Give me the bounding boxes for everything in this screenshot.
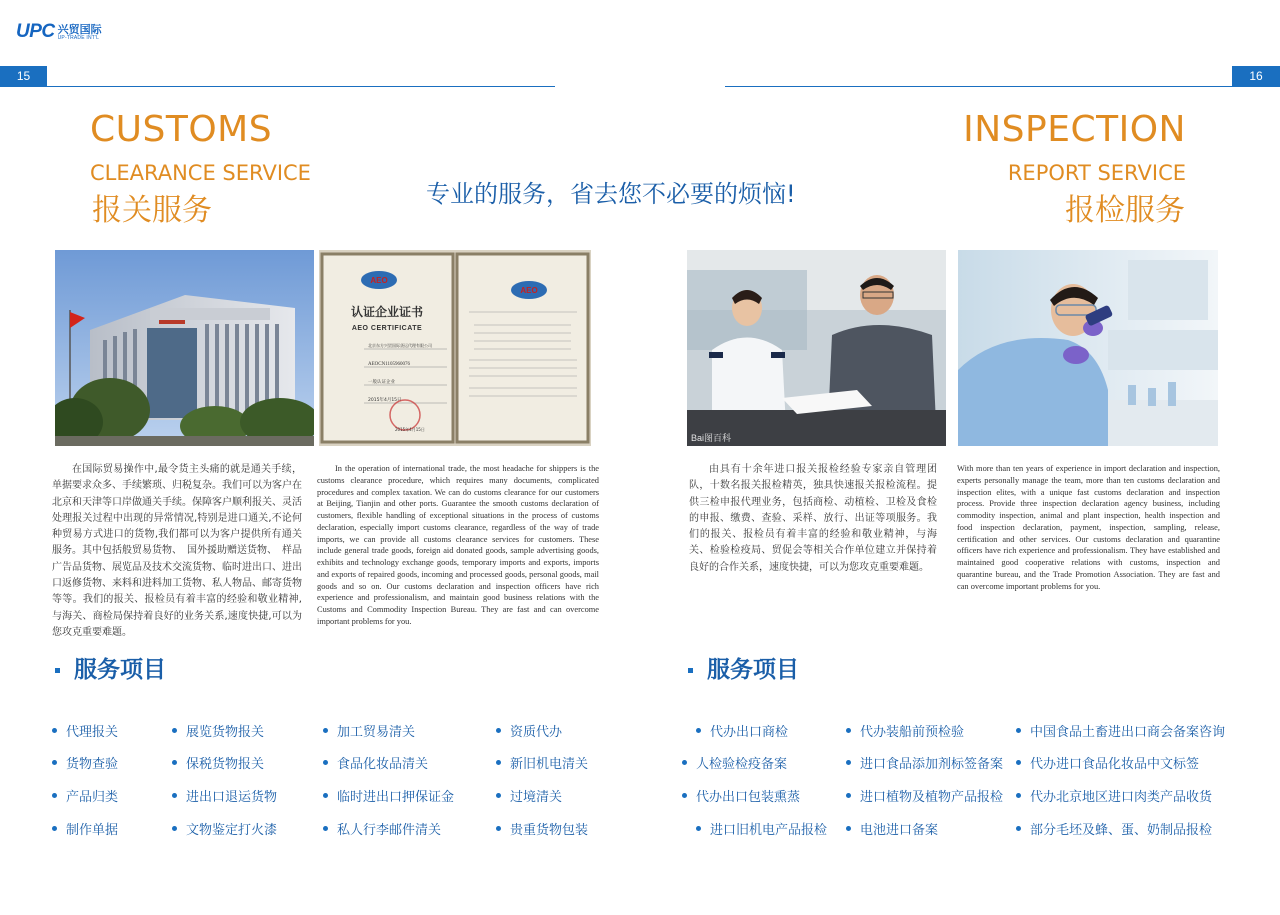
photo-watermark: Bai图百科 — [691, 433, 732, 443]
bullet-icon — [682, 793, 687, 798]
bullet-icon — [172, 826, 177, 831]
inspection-service-item: 进口旧机电产品报检 — [696, 819, 827, 837]
bullet-icon — [682, 760, 687, 765]
bullet-icon — [1016, 760, 1021, 765]
inspection-service-item: 电池进口备案 — [846, 819, 938, 837]
bullet-icon — [323, 826, 328, 831]
inspection-subtitle-en: REPORT SERVICE — [1007, 161, 1186, 185]
customs-service-item: 保税货物报关 — [172, 753, 264, 771]
customs-services-title: 服务项目 — [74, 657, 166, 683]
inspection-service-item: 代办装船前预检验 — [846, 721, 964, 739]
certificate-company: 北京东方兴贸国际货运代理有限公司 — [368, 343, 432, 348]
customs-service-item: 进出口退运货物 — [172, 786, 277, 804]
customs-services-heading — [55, 654, 166, 686]
inspection-counter-photo — [687, 250, 946, 446]
customs-service-item: 食品化妆品清关 — [323, 753, 428, 771]
aeo-certificate-photo — [319, 250, 591, 446]
logo-name-cn: 兴贸国际 — [57, 23, 102, 36]
bullet-icon — [52, 826, 57, 831]
bullet-icon — [496, 793, 501, 798]
bullet-icon — [52, 793, 57, 798]
bullet-icon — [846, 760, 851, 765]
customs-building-photo — [55, 250, 314, 446]
bullet-icon — [846, 826, 851, 831]
bullet-icon — [172, 760, 177, 765]
customs-service-item: 产品归类 — [52, 786, 118, 804]
bullet-icon — [323, 728, 328, 733]
customs-title-cn: 报关服务 — [92, 193, 212, 228]
bullet-icon — [496, 826, 501, 831]
customs-service-item: 货物查验 — [52, 753, 118, 771]
slogan: 专业的服务，省去您不必要的烦恼! — [426, 180, 796, 208]
customs-service-item: 文物鉴定打火漆 — [172, 819, 277, 837]
bullet-icon — [1016, 793, 1021, 798]
customs-service-item: 临时进出口押保证金 — [323, 786, 454, 804]
page-number-right: 16 — [1232, 66, 1280, 87]
inspection-services-heading — [688, 654, 799, 686]
inspection-service-item: 代办出口包装熏蒸 — [682, 786, 800, 804]
bullet-icon — [696, 826, 701, 831]
bullet-icon — [496, 760, 501, 765]
page-number-left: 15 — [0, 66, 47, 87]
certificate-issue-date: 2015年4月15日 — [395, 427, 425, 432]
customs-service-item: 新旧机电清关 — [496, 753, 588, 771]
inspection-title-cn: 报检服务 — [1065, 193, 1185, 228]
inspection-title-en: INSPECTION — [963, 109, 1186, 150]
inspection-service-item: 中国食品土畜进出口商会备案咨询 — [1016, 721, 1225, 739]
customs-service-item: 展览货物报关 — [172, 721, 264, 739]
bullet-icon — [172, 793, 177, 798]
customs-subtitle-en: CLEARANCE SERVICE — [90, 161, 311, 185]
lab-technician-photo — [958, 250, 1218, 446]
inspection-service-item: 代办北京地区进口肉类产品收货 — [1016, 786, 1212, 804]
bullet-icon — [696, 728, 701, 733]
bullet-icon — [496, 728, 501, 733]
certificate-date: 2015年4月15日 — [368, 398, 402, 403]
bullet-icon — [323, 793, 328, 798]
inspection-service-item: 人检验检疫备案 — [682, 753, 787, 771]
bullet-icon — [323, 760, 328, 765]
customs-service-item: 代理报关 — [52, 721, 118, 739]
bullet-icon — [172, 728, 177, 733]
inspection-description-en: With more than ten years of experience in import declaration and inspection, experts personally manage the team, more than ten customs declaration and inspection elites, with a unique fast customs declaration and inspection process. Provide three inspection declaration agency business, including commodity inspection, animal and plant inspection, health inspection and food inspection declaration, payment, inspection, sampling, release, certification and other services. Our customs declaration and quarantine officers have rich experience and professionalism. They have established and maintained good cooperative relations with customs, inspection and quarantine bureau, and the Trade Promotion Association. They are fast and can overcome important problems for you. — [957, 464, 1220, 591]
left-header-rule — [0, 86, 555, 87]
bullet-icon — [1016, 728, 1021, 733]
aeo-badge-right: AEO — [520, 286, 538, 295]
customs-service-item: 加工贸易清关 — [323, 721, 415, 739]
customs-title-en: CUSTOMS — [90, 109, 273, 150]
inspection-services-title: 服务项目 — [707, 657, 799, 683]
bullet-icon — [52, 760, 57, 765]
certificate-code: AEOCN1105960076 — [368, 362, 411, 367]
customs-description-cn: 在国际贸易操作中,最令货主头痛的就是通关手续，单据要求众多、手续繁琐、归税复杂。我们可以为客户在北京和天津等口岸做通关手续。保障客户顺利报关、灵活处理报关过程中出现的异常情况,特别是进口通关,不论何种贸易方式进口的货物,我们都可以为客户提供所有通关服务。其中包括般贸易货物、 国外援助赠送货物、 样品广告品货物、展览品及技术交流货物、临时进出口、进出口返修货物、来料和进料加工货物、私人物品、邮寄货物等等。我们的报关、报检员有着丰富的经验和敬业精神,与海关、商检局保持着良好的业务关系,速度快捷,可以为您攻克重要难题。 — [52, 464, 302, 638]
customs-description-en: In the operation of international trade, the most headache for shippers is the customs clearance procedure, which requires many documents, complicated procedures and complex taxation. We can do customs clearance for our customers at Beijing, Tianjin and other ports. Guarantee the smooth customs declaration of customers, flexible handling of exceptional situations in the process of customs declaration, especially import customs clearance, regardless of the way of trade imports, we can provide all customs clearance services for customers. These include general trade goods, foreign aid donated goods, sample advertising goods, exhibits and technology exchange goods, temporary imports and exports, imports and exports of repaired goods, incoming and processed goods, personal goods, mail goods and so on. Our customs declaration and inspection officers have rich experience and professionalism, and maintain good business relations with the Customs and Commodity Inspection Bureau. They are fast and can overcome important problems for you. — [317, 464, 599, 626]
inspection-description-cn: 由具有十余年进口报关报检经验专家亲自管理团队，十数名报关报检精英，独具快速报关报检流程。提供三检申报代理业务，包括商检、动植检、卫检及食检的申报、缴费、查验、采样、放行、出证等项服务。我们的报关、报检员有着丰富的经验和敬业精神，与海关、检验检疫局、贸促会等相关合作单位建立并保持着良好的合作关系，速度快捷，可以为您攻克重要难题。 — [689, 464, 937, 573]
certificate-title-en: AEO CERTIFICATE — [351, 325, 423, 332]
inspection-service-item: 进口食品添加剂标签备案 — [846, 753, 1003, 771]
inspection-service-item: 代办出口商检 — [696, 721, 788, 739]
right-header-rule — [725, 86, 1280, 87]
customs-service-item: 资质代办 — [496, 721, 562, 739]
customs-service-item: 制作单据 — [52, 819, 118, 837]
bullet-icon — [846, 793, 851, 798]
bullet-icon — [52, 728, 57, 733]
bullet-icon — [1016, 826, 1021, 831]
logo-name-en: UP-TRADE INT'L — [57, 35, 100, 41]
heading-bullet-icon — [55, 668, 60, 673]
customs-service-item: 过境清关 — [496, 786, 562, 804]
customs-service-item: 贵重货物包装 — [496, 819, 588, 837]
certificate-title-cn: 认证企业证书 — [350, 305, 424, 319]
inspection-service-item: 代办进口食品化妆品中文标签 — [1016, 753, 1199, 771]
bullet-icon — [846, 728, 851, 733]
customs-service-item: 私人行李邮件清关 — [323, 819, 441, 837]
company-logo — [16, 22, 102, 41]
logo-mark: UPC — [16, 21, 55, 42]
inspection-service-item: 部分毛坯及蜂、蛋、奶制品报检 — [1016, 819, 1212, 837]
certificate-type: 一般认证企业 — [368, 380, 395, 385]
inspection-service-item: 进口植物及植物产品报检 — [846, 786, 1003, 804]
aeo-badge-left: AEO — [370, 276, 388, 285]
heading-bullet-icon — [688, 668, 693, 673]
